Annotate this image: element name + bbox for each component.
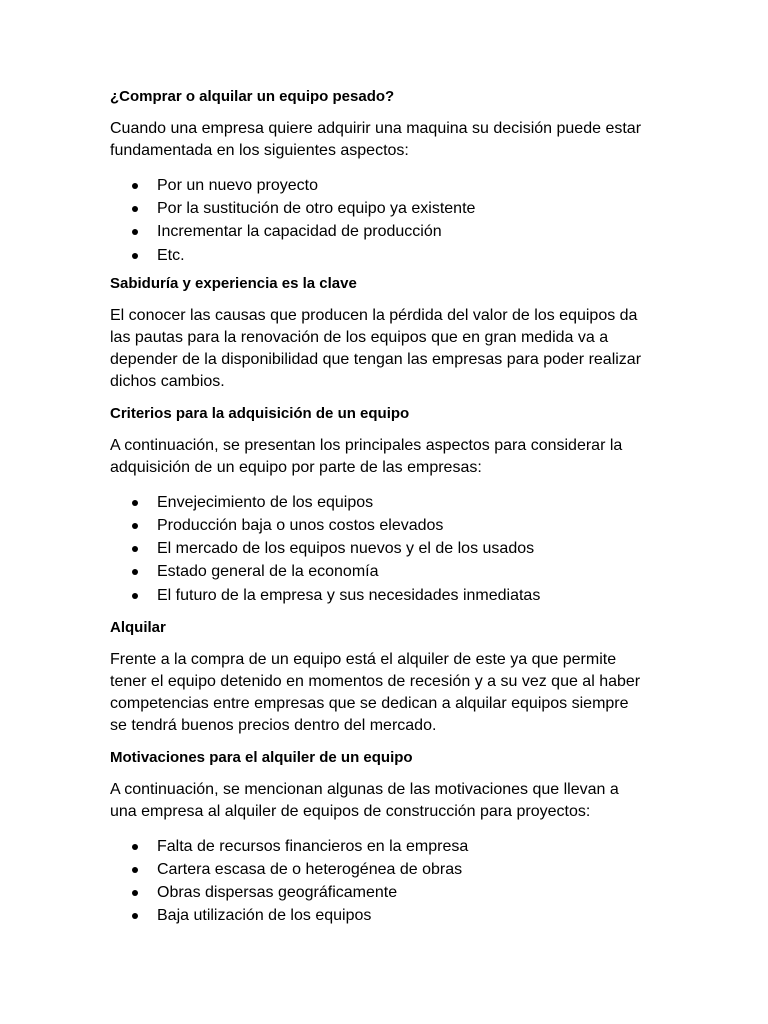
paragraph-line: dichos cambios. <box>110 372 225 390</box>
list-item <box>110 514 668 537</box>
paragraph-line: una empresa al alquiler de equipos de construcción para proyectos: <box>110 802 591 820</box>
experience-paragraph <box>110 305 668 393</box>
list-item <box>110 904 668 927</box>
list-item <box>110 835 668 858</box>
list-item <box>110 858 668 881</box>
bullet-icon <box>132 523 138 529</box>
list-item-text: Baja utilización de los equipos <box>157 907 372 925</box>
list-item <box>110 881 668 904</box>
bullet-icon <box>132 890 138 896</box>
bullet-icon <box>132 913 138 919</box>
motivations-list <box>110 835 668 928</box>
paragraph-line: El conocer las causas que producen la pérdida del valor de los equipos da <box>110 306 638 324</box>
intro-paragraph <box>110 118 668 162</box>
paragraph-line: adquisición de un equipo por parte de las empresas: <box>110 458 482 476</box>
rent-paragraph <box>110 649 668 737</box>
bullet-icon <box>132 500 138 506</box>
list-item-text: Por un nuevo proyecto <box>157 177 318 194</box>
bullet-icon <box>132 206 138 212</box>
bullet-icon <box>132 546 138 552</box>
section-heading-experience: Sabiduría y experiencia es la clave <box>110 274 357 292</box>
paragraph-line: las pautas para la renovación de los equipos que en gran medida va a <box>110 328 609 346</box>
criteria-list <box>110 491 668 607</box>
list-item <box>110 197 668 220</box>
paragraph-line: A continuación, se mencionan algunas de las motivaciones que llevan a <box>110 780 619 798</box>
bullet-icon <box>132 183 138 189</box>
list-item-text: Incrementar la capacidad de producción <box>157 223 442 241</box>
list-item-text: El mercado de los equipos nuevos y el de los usados <box>157 540 535 558</box>
list-item <box>110 174 668 197</box>
bullet-icon <box>132 569 138 575</box>
list-item <box>110 584 668 607</box>
motivations-paragraph <box>110 779 668 823</box>
paragraph-line: Cuando una empresa quiere adquirir una maquina su decisión puede estar <box>110 120 642 137</box>
section-heading-criteria: Criterios para la adquisición de un equipo <box>110 404 410 422</box>
list-item-text: Producción baja o unos costos elevados <box>157 517 444 535</box>
reasons-list <box>110 174 668 267</box>
list-item <box>110 220 668 243</box>
list-item-text: Envejecimiento de los equipos <box>157 493 374 511</box>
list-item-text: El futuro de la empresa y sus necesidades inmediatas <box>157 586 541 604</box>
list-item-text: Estado general de la economía <box>157 563 379 581</box>
bullet-icon <box>132 844 138 850</box>
criteria-paragraph <box>110 435 668 479</box>
bullet-icon <box>132 593 138 599</box>
paragraph-line: fundamentada en los siguientes aspectos: <box>110 142 409 159</box>
section-heading-rent: Alquilar <box>110 618 166 636</box>
bullet-icon <box>132 253 138 259</box>
section-heading-motivations: Motivaciones para el alquiler de un equipo <box>110 748 413 766</box>
paragraph-line: A continuación, se presentan los principales aspectos para considerar la <box>110 436 623 454</box>
paragraph-line: depender de la disponibilidad que tengan las empresas para poder realizar <box>110 350 642 368</box>
list-item-text: Cartera escasa de o heterogénea de obras <box>157 861 463 879</box>
list-item-text: Falta de recursos financieros en la empresa <box>157 837 469 855</box>
document-title: ¿Comprar o alquilar un equipo pesado? <box>110 88 395 105</box>
list-item-text: Por la sustitución de otro equipo ya existente <box>157 200 476 218</box>
paragraph-line: competencias entre empresas que se dedican a alquilar equipos siempre <box>110 694 629 712</box>
list-item-text: Etc. <box>157 246 185 264</box>
paragraph-line: se tendrá buenos precios dentro del mercado. <box>110 716 437 734</box>
list-item <box>110 560 668 583</box>
paragraph-line: Frente a la compra de un equipo está el alquiler de este ya que permite <box>110 650 617 668</box>
list-item <box>110 537 668 560</box>
list-item <box>110 491 668 514</box>
list-item <box>110 244 668 267</box>
paragraph-line: tener el equipo detenido en momentos de recesión y a su vez que al haber <box>110 672 641 690</box>
bullet-icon <box>132 867 138 873</box>
bullet-icon <box>132 229 138 235</box>
list-item-text: Obras dispersas geográficamente <box>157 884 398 902</box>
